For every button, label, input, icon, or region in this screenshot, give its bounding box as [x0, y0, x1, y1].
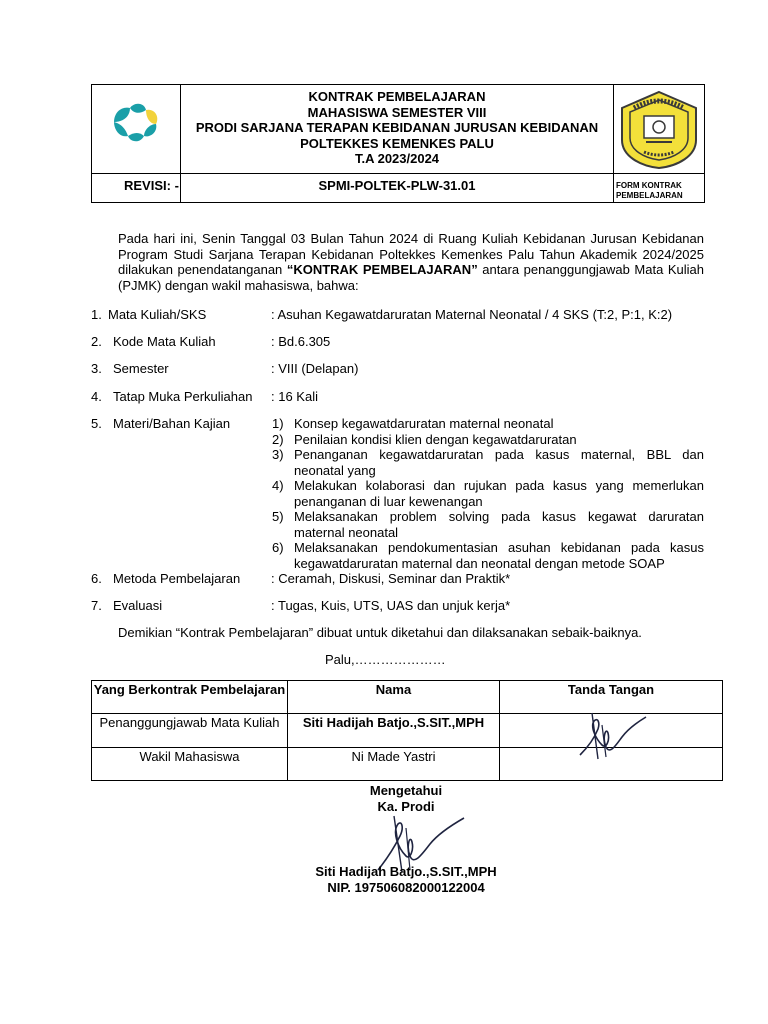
item-value: : Asuhan Kegawatdaruratan Maternal Neonatal / 4 SKS (T:2, P:1, K:2) [271, 307, 673, 322]
revision-label: REVISI: - [124, 178, 179, 193]
intro-text: Pada hari ini, Senin Tanggal 03 Bulan Tahun 2024 di Ruang Kuliah Kebidanan Jurusan Kebidanan Program Studi Sarjana Terapan Kebidanan Poltekkes Kemenkes Palu Tahun Akademik 2024/2025 dilakukan penendatanganan [118, 231, 704, 277]
title-line: KONTRAK PEMBELAJARAN [308, 89, 486, 104]
list-number: 6) [272, 540, 284, 555]
list-number: 5) [272, 509, 284, 524]
title-line: T.A 2023/2024 [354, 151, 440, 166]
list-item [272, 447, 704, 478]
item-number: 7. [91, 598, 102, 613]
signer-nip: NIP. 197506082000122004 [327, 880, 485, 895]
item-number: 3. [91, 361, 102, 376]
item-number: 1. [91, 307, 102, 322]
document-header [91, 84, 705, 203]
closing-statement: Demikian “Kontrak Pembelajaran” dibuat untuk diketahui dan dilaksanakan sebaik-baiknya. [118, 625, 642, 640]
signer-name: Siti Hadijah Batjo.,S.SIT.,MPH [315, 864, 497, 879]
item-value: : VIII (Delapan) [271, 361, 359, 376]
list-text: Penanganan kegawatdaruratan pada kasus maternal, BBL dan neonatal yang [294, 447, 704, 478]
table-cell: Penanggungjawab Mata Kuliah [99, 715, 280, 730]
item-number: 6. [91, 571, 102, 586]
contract-title [182, 89, 612, 167]
intro-paragraph [118, 231, 704, 293]
position-label: Ka. Prodi [377, 799, 435, 814]
title-line: POLTEKKES KEMENKES PALU [300, 135, 494, 151]
item-value: : Ceramah, Diskusi, Seminar dan Praktik* [271, 571, 511, 586]
item-label: Tatap Muka Perkuliahan [113, 389, 253, 404]
item-value: : Tugas, Kuis, UTS, UAS dan unjuk kerja* [271, 598, 511, 613]
table-cell: Ni Made Yastri [351, 749, 436, 764]
signature-icon [576, 711, 648, 763]
document-code: SPMI-POLTEK-PLW-31.01 [318, 178, 476, 193]
poltekkes-seal [616, 90, 702, 170]
acknowledge-label: Mengetahui [369, 783, 443, 798]
list-item [272, 432, 704, 448]
list-text: Melakukan kolaborasi dan rujukan pada kasus yang memerlukan penanganan di luar kewenangan [294, 478, 704, 509]
list-number: 3) [272, 447, 284, 462]
item-value: : 16 Kali [271, 389, 318, 404]
materi-list [272, 416, 704, 571]
table-header: Tanda Tangan [567, 682, 655, 697]
kemenkes-logo [100, 90, 172, 152]
table-header: Nama [375, 682, 412, 697]
list-text: Melaksanakan problem solving pada kasus kegawat daruratan maternal neonatal [294, 509, 704, 540]
table-header: Yang Berkontrak Pembelajaran [93, 682, 286, 697]
title-line: MAHASISWA SEMESTER VIII [307, 104, 487, 120]
signature-table [91, 680, 723, 781]
form-label: FORM KONTRAK PEMBELAJARAN [616, 181, 683, 200]
intro-text-end: antara penanggungjawab Mata Kuliah (PJMK) dengan wakil mahasiswa, bahwa: [118, 262, 704, 293]
item-label: Materi/Bahan Kajian [113, 416, 231, 431]
list-number: 1) [272, 416, 284, 431]
item-label: Evaluasi [113, 598, 163, 613]
item-number: 4. [91, 389, 102, 404]
place-date: Palu,………………… [325, 652, 446, 667]
table-cell: Siti Hadijah Batjo.,S.SIT.,MPH [302, 715, 485, 730]
list-item [272, 540, 704, 571]
list-item [272, 509, 704, 540]
item-label: Mata Kuliah/SKS [108, 307, 207, 322]
intro-bold: “KONTRAK PEMBELAJARAN” [286, 262, 478, 277]
item-number: 2. [91, 334, 102, 349]
list-number: 2) [272, 431, 284, 447]
item-label: Metoda Pembelajaran [113, 571, 241, 586]
table-cell: Wakil Mahasiswa [139, 749, 240, 764]
item-label: Kode Mata Kuliah [113, 334, 216, 349]
item-label: Semester [113, 361, 169, 376]
item-number: 5. [91, 416, 102, 431]
list-item [272, 478, 704, 509]
list-text: Melaksanakan pendokumentasian asuhan kebidanan pada kasus kegawatdaruratan maternal dan neonatal dengan metode SOAP [294, 540, 704, 571]
title-line: PRODI SARJANA TERAPAN KEBIDANAN JURUSAN KEBIDANAN [195, 120, 599, 135]
item-value: : Bd.6.305 [271, 334, 331, 349]
list-number: 4) [272, 478, 284, 493]
list-item [272, 416, 704, 432]
list-text: Penilaian kondisi klien dengan kegawatdaruratan [294, 431, 577, 447]
list-text: Konsep kegawatdaruratan maternal neonatal [294, 416, 554, 431]
